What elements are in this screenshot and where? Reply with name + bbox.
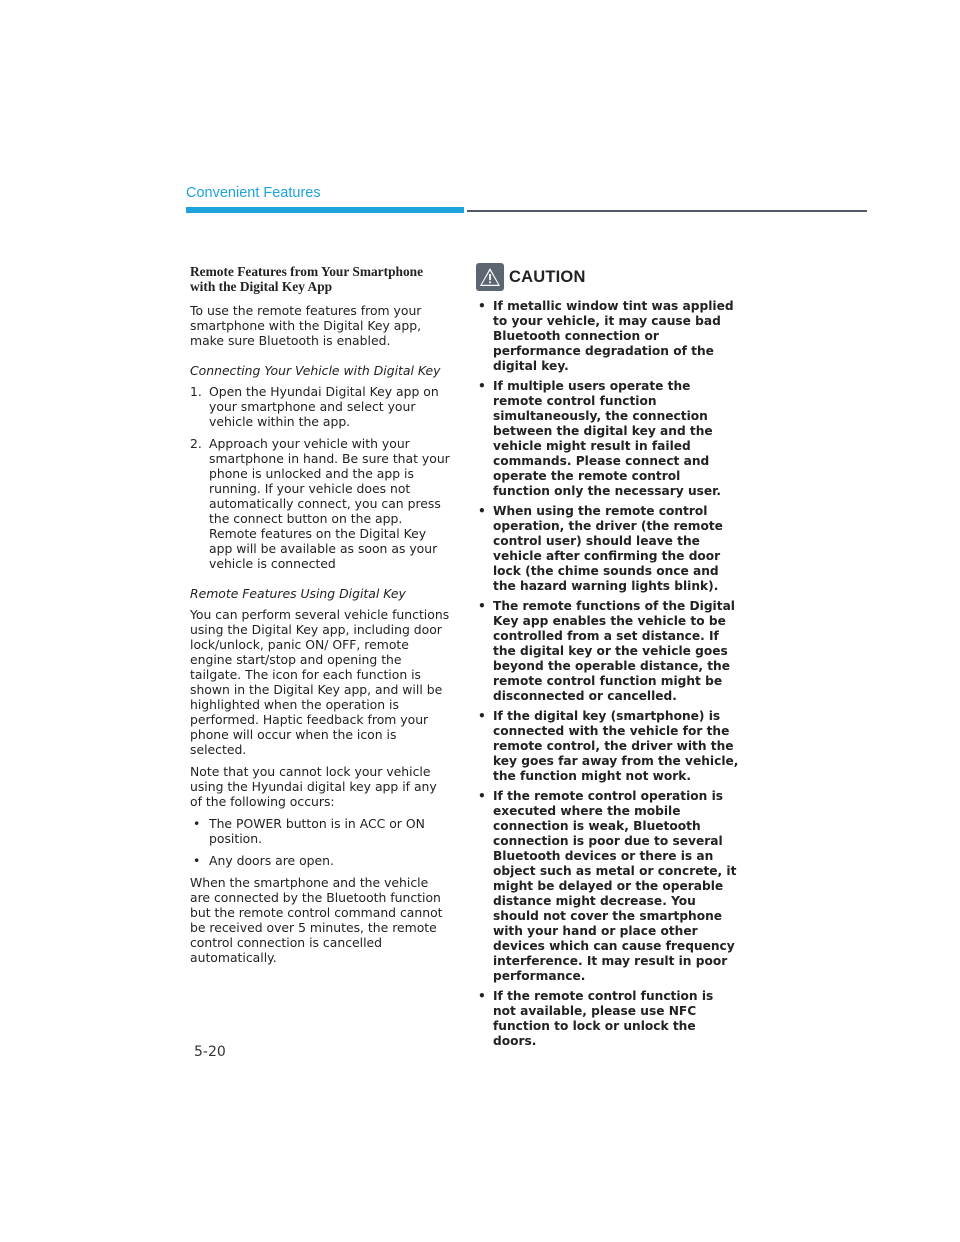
bullet-icon: • xyxy=(478,599,486,613)
caution-item-text: If multiple users operate the remote control function simultaneously, the connection between the digital key and the vehicle might result in failed commands. Please connect and operate the remote control function only the necessary user. xyxy=(493,379,722,498)
header-rule xyxy=(467,210,867,212)
section-title-line1: Remote Features from Your Smartphone xyxy=(190,264,424,279)
step-item xyxy=(190,384,452,429)
caution-item-text: If metallic window tint was applied to your vehicle, it may cause bad Bluetooth connection or performance degradation of the digital key. xyxy=(493,299,734,373)
paragraph-lock-note: Note that you cannot lock your vehicle using the Hyundai digital key app if any of the following occurs: xyxy=(190,764,437,809)
conditions-list xyxy=(190,816,452,868)
subheading-remote-features: Remote Features Using Digital Key xyxy=(190,586,406,601)
list-item-text: The POWER button is in ACC or ON position. xyxy=(209,816,425,846)
bullet-icon: • xyxy=(478,709,486,723)
bullet-icon: • xyxy=(478,789,486,803)
caution-title: CAUTION xyxy=(509,267,586,286)
section-title-line2: with the Digital Key App xyxy=(190,279,333,294)
caution-item xyxy=(476,299,740,374)
caution-item-text: If the remote control function is not available, please use NFC function to lock or unlock the doors. xyxy=(493,989,714,1048)
caution-list xyxy=(476,299,740,1049)
bullet-icon: • xyxy=(193,853,201,868)
list-item xyxy=(190,816,452,846)
caution-item-text: When using the remote control operation, the driver (the remote control user) should leave the vehicle after confirming the door lock (the chime sounds once and the hazard warning lights blink). xyxy=(493,504,723,593)
list-item-text: Any doors are open. xyxy=(209,853,334,868)
section-title xyxy=(190,264,452,294)
caution-header xyxy=(476,263,740,291)
step-item xyxy=(190,436,452,571)
bullet-icon: • xyxy=(478,299,486,313)
warning-triangle-icon xyxy=(476,263,504,291)
caution-item xyxy=(476,379,740,499)
step-number: 1. xyxy=(190,384,202,399)
subheading-connecting: Connecting Your Vehicle with Digital Key xyxy=(190,363,441,378)
caution-item xyxy=(476,989,740,1049)
left-column xyxy=(190,264,452,972)
caution-item-text: If the remote control operation is executed where the mobile connection is weak, Bluetooth connection is poor due to several Bluetooth devices or there is an object such as metal or concrete, it might be delayed or the operable distance might decrease. You should not cover the smartphone with your hand or place other devices which can cause frequency interference. It may result in poor performance. xyxy=(493,789,737,983)
bullet-icon: • xyxy=(478,504,486,518)
header-rule-accent xyxy=(186,207,464,213)
intro-paragraph: To use the remote features from your smartphone with the Digital Key app, make sure Bluetooth is enabled. xyxy=(190,303,422,348)
caution-item xyxy=(476,709,740,784)
list-item xyxy=(190,853,452,868)
bullet-icon: • xyxy=(478,379,486,393)
step-number: 2. xyxy=(190,436,202,451)
step-text: Open the Hyundai Digital Key app on your smartphone and select your vehicle within the app. xyxy=(209,384,439,429)
caution-box xyxy=(476,263,740,1056)
caution-item xyxy=(476,599,740,704)
bullet-icon: • xyxy=(193,816,201,831)
caution-item xyxy=(476,789,740,984)
step-text: Approach your vehicle with your smartphone in hand. Be sure that your phone is unlocked and the app is running. If your vehicle does not automatically connect, you can press the connect button on the app. Remote features on the Digital Key app will be available as soon as your vehicle is connected xyxy=(209,436,450,571)
section-header-title: Convenient Features xyxy=(186,185,321,201)
page-number: 5-20 xyxy=(194,1044,226,1060)
caution-item-text: The remote functions of the Digital Key app enables the vehicle to be controlled from a set distance. If the digital key or the vehicle goes beyond the operable distance, the remote control function might be disconnected or cancelled. xyxy=(493,599,735,703)
paragraph-timeout: When the smartphone and the vehicle are connected by the Bluetooth function but the remote control command cannot be received over 5 minutes, the remote control connection is cancelled automatically. xyxy=(190,875,443,965)
steps-list xyxy=(190,384,452,571)
caution-item xyxy=(476,504,740,594)
bullet-icon: • xyxy=(478,989,486,1003)
caution-item-text: If the digital key (smartphone) is connected with the vehicle for the remote control, the driver with the key goes far away from the vehicle, the function might not work. xyxy=(493,709,739,783)
paragraph-functions: You can perform several vehicle functions using the Digital Key app, including door lock/unlock, panic ON/ OFF, remote engine start/stop and opening the tailgate. The icon for each function is shown in the Digital Key app, and will be highlighted when the operation is performed. Haptic feedback from your phone will occur when the icon is selected. xyxy=(190,607,450,757)
